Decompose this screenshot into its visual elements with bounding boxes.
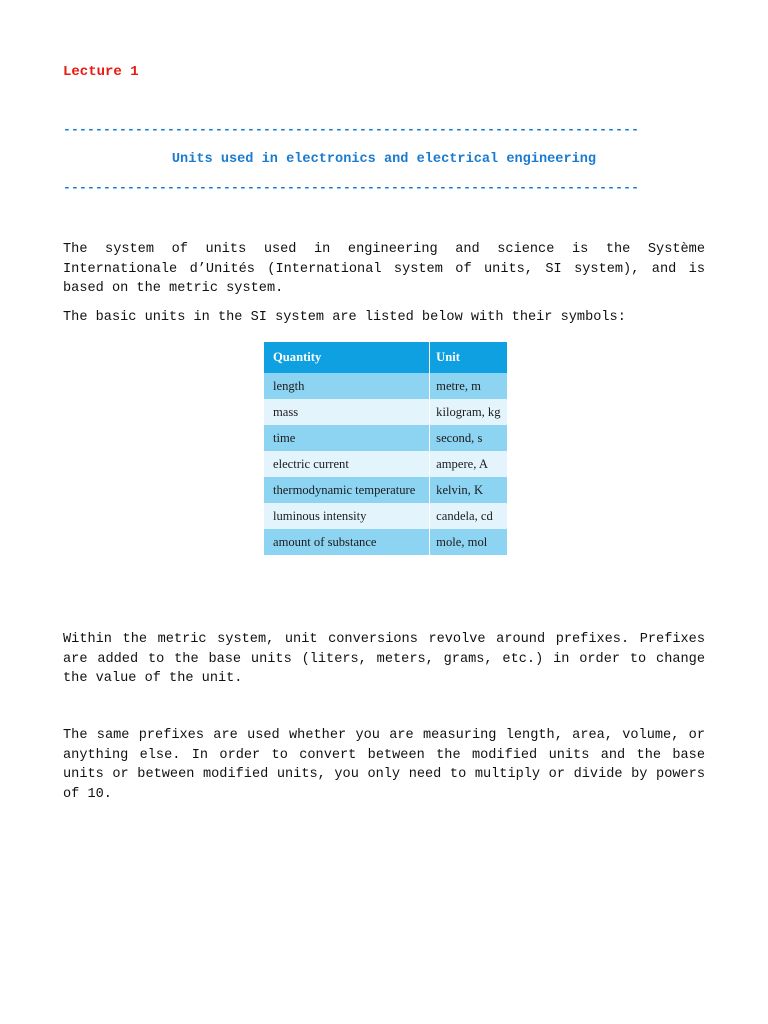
lecture-label: Lecture 1 <box>63 64 139 80</box>
table-header-row <box>264 342 507 373</box>
quantity-cell: amount of substance <box>264 529 430 555</box>
table-row <box>264 503 507 529</box>
bottom-divider: ------------------------------------------------------------------------ <box>63 180 640 195</box>
unit-column-header: Unit <box>430 342 507 373</box>
top-divider: ------------------------------------------------------------------------ <box>63 122 640 137</box>
prefixes-paragraph: Within the metric system, unit conversions revolve around prefixes. Prefixes are added to the base units (liters, meters, grams, etc.) in order to change the value of the unit. <box>63 632 705 686</box>
unit-cell: metre, m <box>430 373 507 399</box>
quantity-cell: thermodynamic temperature <box>264 477 430 503</box>
quantity-cell: time <box>264 425 430 451</box>
unit-cell: mole, mol <box>430 529 507 555</box>
table-row <box>264 451 507 477</box>
table-row <box>264 477 507 503</box>
quantity-column-header: Quantity <box>264 342 430 373</box>
unit-cell: second, s <box>430 425 507 451</box>
intro-paragraph: The system of units used in engineering and science is the Système Internationale d’Unités (International system of units, SI system), and is based on the metric system. <box>63 242 705 296</box>
quantity-cell: length <box>264 373 430 399</box>
table-row <box>264 373 507 399</box>
same-prefixes-paragraph: The same prefixes are used whether you are measuring length, area, volume, or anything else. In order to convert between the modified units and the base units or between modified units, you only need to multiply or divide by powers of 10. <box>63 728 705 802</box>
unit-cell: kelvin, K <box>430 477 507 503</box>
basic-units-paragraph: The basic units in the SI system are listed below with their symbols: <box>63 310 626 325</box>
quantity-cell: mass <box>264 399 430 425</box>
quantity-cell: electric current <box>264 451 430 477</box>
table-row <box>264 425 507 451</box>
page-title: Units used in electronics and electrical engineering <box>171 152 597 167</box>
si-units-table <box>264 342 507 555</box>
quantity-cell: luminous intensity <box>264 503 430 529</box>
unit-cell: kilogram, kg <box>430 399 507 425</box>
unit-cell: candela, cd <box>430 503 507 529</box>
unit-cell: ampere, A <box>430 451 507 477</box>
table-row <box>264 399 507 425</box>
table-row <box>264 529 507 555</box>
